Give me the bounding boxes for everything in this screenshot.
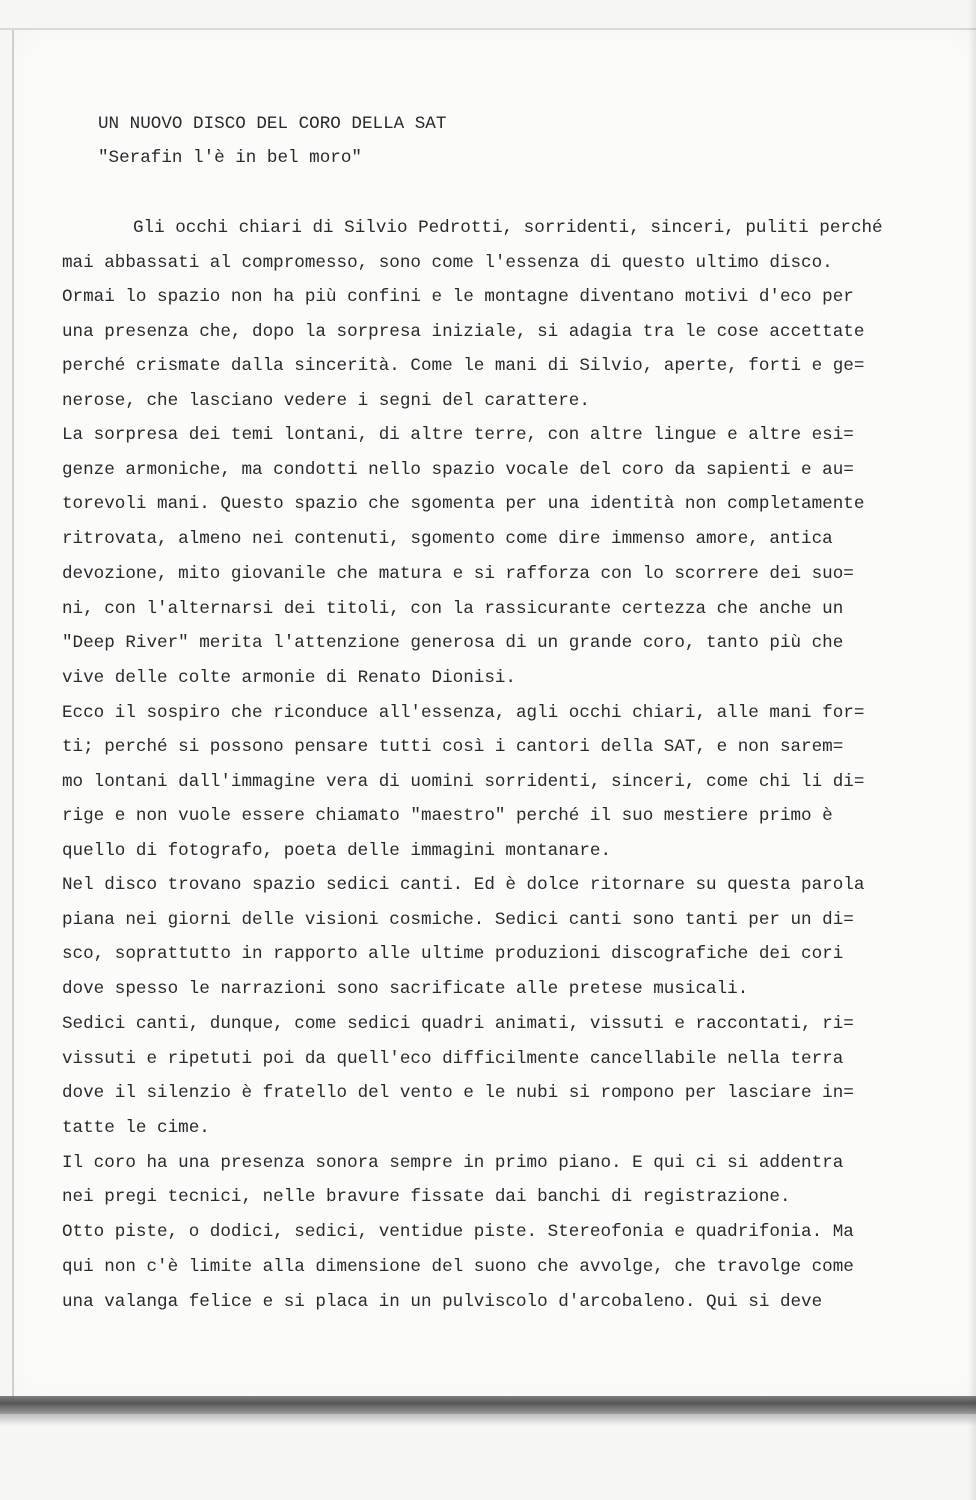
body-line: Ormai lo spazio non ha più confini e le montagne diventano motivi d'eco per xyxy=(62,287,854,307)
body-line: Otto piste, o dodici, sedici, ventidue piste. Stereofonia e quadrifonia. Ma xyxy=(62,1222,854,1242)
body-line: nerose, che lasciano vedere i segni del carattere. xyxy=(62,391,590,411)
body-line: genze armoniche, ma condotti nello spazio vocale del coro da sapienti e au= xyxy=(62,460,854,480)
body-line: una presenza che, dopo la sorpresa iniziale, si adagia tra le cose accettate xyxy=(62,322,865,342)
body-line: dove spesso le narrazioni sono sacrificate alle pretese musicali. xyxy=(62,979,749,999)
body-line: ritrovata, almeno nei contenuti, sgomento come dire immenso amore, antica xyxy=(62,529,833,549)
body-line: vive delle colte armonie di Renato Dionisi. xyxy=(62,668,516,688)
body-line: ti; perché si possono pensare tutti così i cantori della SAT, e non sarem= xyxy=(62,737,844,757)
body-line: una valanga felice e si placa in un pulviscolo d'arcobaleno. Qui si deve xyxy=(62,1292,823,1312)
body-line: tatte le cime. xyxy=(62,1118,210,1138)
body-line: mo lontani dall'immagine vera di uomini sorridenti, sinceri, come chi li di= xyxy=(62,772,865,792)
body-line: dove il silenzio è fratello del vento e le nubi si rompono per lasciare in= xyxy=(62,1083,854,1103)
body-line: torevoli mani. Questo spazio che sgomenta per una identità non completamente xyxy=(62,494,865,514)
article-title: UN NUOVO DISCO DEL CORO DELLA SAT xyxy=(98,114,447,134)
body-line: Il coro ha una presenza sonora sempre in primo piano. E qui ci si addentra xyxy=(62,1153,844,1173)
body-line: La sorpresa dei temi lontani, di altre terre, con altre lingue e altre esi= xyxy=(62,425,854,445)
body-line: piana nei giorni delle visioni cosmiche. Sedici canti sono tanti per un di= xyxy=(62,910,854,930)
body-line: "Deep River" merita l'attenzione generosa di un grande coro, tanto più che xyxy=(62,633,844,653)
body-line: quello di fotografo, poeta delle immagini montanare. xyxy=(62,841,612,861)
scan-bottom-edge xyxy=(0,1396,976,1414)
body-line: Nel disco trovano spazio sedici canti. Ed è dolce ritornare su questa parola xyxy=(62,875,865,895)
body-line: sco, soprattutto in rapporto alle ultime produzioni discografiche dei cori xyxy=(62,944,844,964)
article-subtitle: "Serafin l'è in bel moro" xyxy=(98,148,362,168)
body-line: nei pregi tecnici, nelle bravure fissate dai banchi di registrazione. xyxy=(62,1187,791,1207)
paper-right-edge xyxy=(968,0,976,1500)
body-line: vissuti e ripetuti poi da quell'eco difficilmente cancellabile nella terra xyxy=(62,1049,844,1069)
body-line: rige e non vuole essere chiamato "maestro" perché il suo mestiere primo è xyxy=(62,806,833,826)
body-line: qui non c'è limite alla dimensione del suono che avvolge, che travolge come xyxy=(62,1257,854,1277)
body-line: ni, con l'alternarsi dei titoli, con la rassicurante certezza che anche un xyxy=(62,599,844,619)
body-line: Ecco il sospiro che riconduce all'essenza, agli occhi chiari, alle mani for= xyxy=(62,703,865,723)
body-line: Gli occhi chiari di Silvio Pedrotti, sorridenti, sinceri, puliti perché xyxy=(133,218,883,238)
body-line: perché crismate dalla sincerità. Come le mani di Silvio, aperte, forti e ge= xyxy=(62,356,865,376)
body-line: Sedici canti, dunque, come sedici quadri animati, vissuti e raccontati, ri= xyxy=(62,1014,854,1034)
body-line: mai abbassati al compromesso, sono come l'essenza di questo ultimo disco. xyxy=(62,253,833,273)
body-line: devozione, mito giovanile che matura e si rafforza con lo scorrere dei suo= xyxy=(62,564,854,584)
scan-bottom-shadow xyxy=(0,1414,976,1426)
